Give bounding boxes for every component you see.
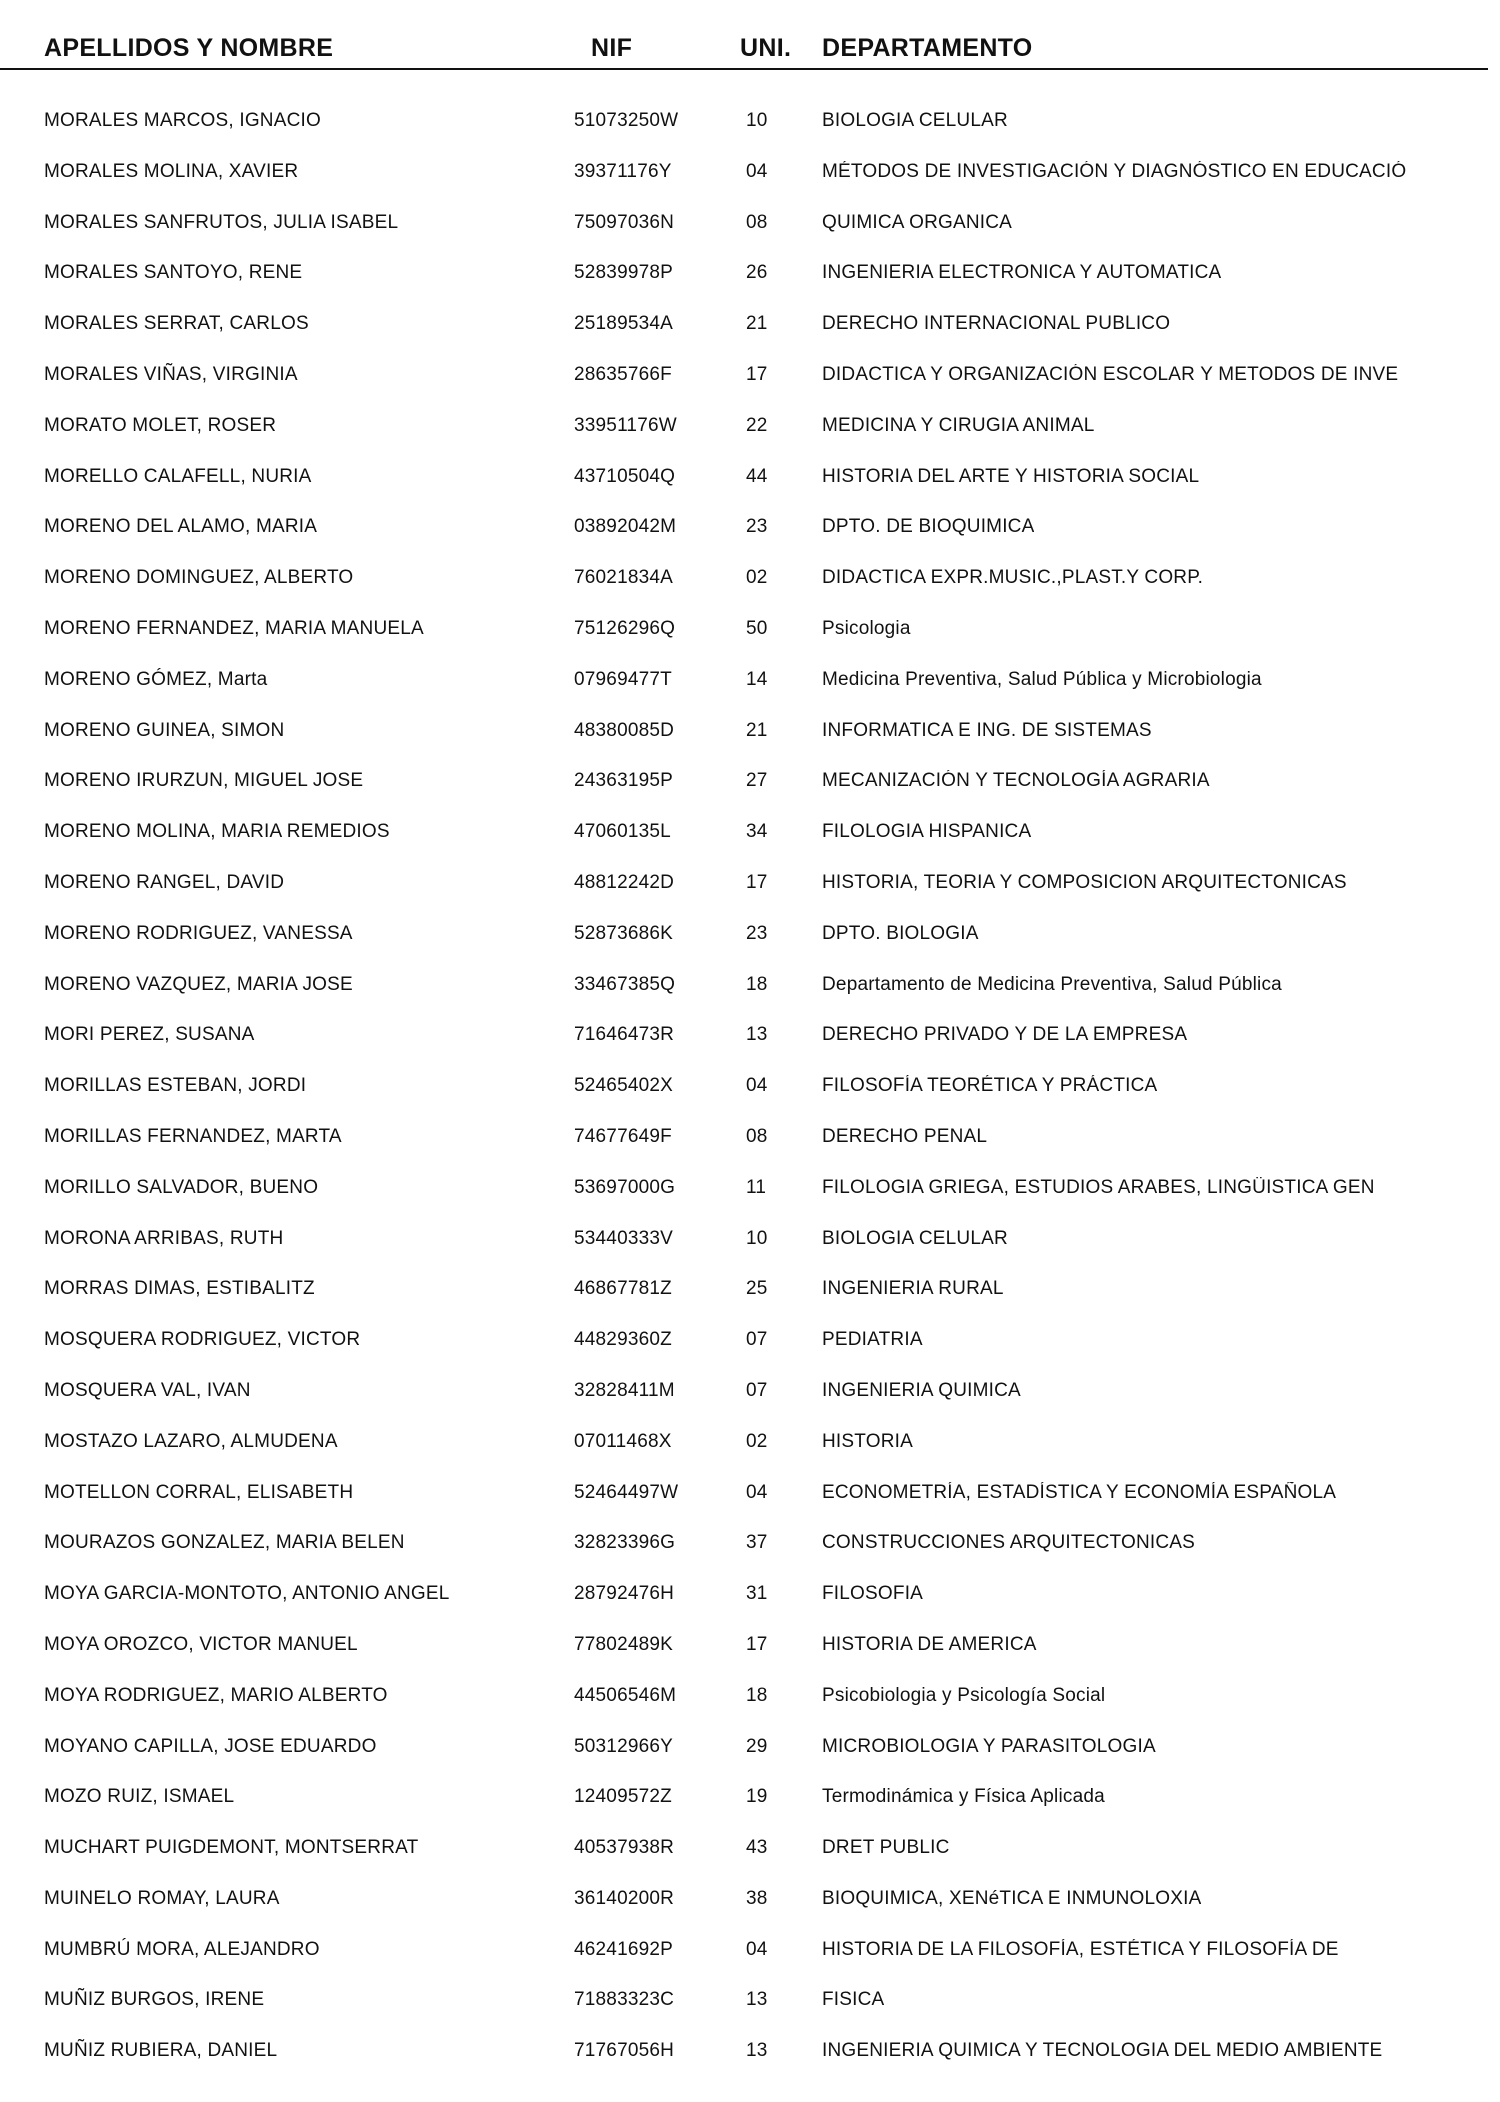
cell-department: FILOSOFÍA TEORÉTICA Y PRÁCTICA [822, 1075, 1158, 1097]
cell-uni: 02 [746, 567, 768, 589]
cell-name: MORRAS DIMAS, ESTIBALITZ [44, 1278, 315, 1300]
cell-nif: 47060135L [574, 821, 671, 843]
cell-name: MOYA RODRIGUEZ, MARIO ALBERTO [44, 1684, 388, 1706]
table-row [0, 1216, 1500, 1267]
cell-nif: 44506546M [574, 1684, 677, 1706]
cell-uni: 17 [746, 1633, 768, 1655]
cell-nif: 77802489K [574, 1633, 674, 1655]
cell-uni: 34 [746, 821, 768, 843]
table-row [0, 1063, 1500, 1114]
table-row [0, 352, 1500, 403]
cell-name: MORENO DOMINGUEZ, ALBERTO [44, 567, 354, 589]
cell-department: CONSTRUCCIONES ARQUITECTONICAS [822, 1532, 1196, 1554]
cell-uni: 17 [746, 871, 768, 893]
cell-nif: 52464497W [574, 1481, 679, 1503]
cell-department: PEDIATRIA [822, 1329, 923, 1351]
cell-nif: 24363195P [574, 770, 674, 792]
cell-name: MOYA OROZCO, VICTOR MANUEL [44, 1633, 358, 1655]
cell-department: Departamento de Medicina Preventiva, Salud Pública [822, 973, 1282, 995]
cell-name: MOURAZOS GONZALEZ, MARIA BELEN [44, 1532, 405, 1554]
cell-nif: 52465402X [574, 1075, 674, 1097]
cell-name: MUÑIZ RUBIERA, DANIEL [44, 2040, 278, 2062]
table-row [0, 758, 1500, 809]
cell-nif: 52873686K [574, 922, 674, 944]
cell-uni: 21 [746, 313, 768, 335]
cell-nif: 07011468X [574, 1430, 672, 1452]
cell-name: MORATO MOLET, ROSER [44, 414, 277, 436]
cell-uni: 13 [746, 1024, 768, 1046]
cell-uni: 22 [746, 414, 768, 436]
cell-name: MORILLAS ESTEBAN, JORDI [44, 1075, 307, 1097]
cell-nif: 50312966Y [574, 1735, 674, 1757]
cell-department: Medicina Preventiva, Salud Pública y Microbiologia [822, 668, 1262, 690]
cell-department: INFORMATICA E ING. DE SISTEMAS [822, 719, 1152, 741]
cell-uni: 07 [746, 1329, 768, 1351]
table-row [0, 454, 1500, 505]
cell-uni: 50 [746, 617, 768, 639]
cell-name: MORALES SERRAT, CARLOS [44, 313, 309, 335]
cell-nif: 32828411M [574, 1379, 675, 1401]
cell-uni: 08 [746, 1125, 768, 1147]
cell-uni: 38 [746, 1887, 768, 1909]
cell-department: INGENIERIA QUIMICA Y TECNOLOGIA DEL MEDIO AMBIENTE [822, 2040, 1383, 2062]
cell-nif: 07969477T [574, 668, 672, 690]
cell-department: MÉTODOS DE INVESTIGACIÓN Y DIAGNÓSTICO EN EDUCACIÓ [822, 160, 1407, 182]
cell-name: MORI PEREZ, SUSANA [44, 1024, 255, 1046]
cell-nif: 71883323C [574, 1989, 675, 2011]
cell-department: MEDICINA Y CIRUGIA ANIMAL [822, 414, 1095, 436]
cell-name: MORILLO SALVADOR, BUENO [44, 1176, 319, 1198]
cell-nif: 40537938R [574, 1837, 675, 1859]
cell-nif: 28635766F [574, 363, 672, 385]
cell-department: HISTORIA DE LA FILOSOFÍA, ESTÉTICA Y FILOSOFÍA DE [822, 1938, 1339, 1960]
cell-name: MORALES MARCOS, IGNACIO [44, 110, 321, 131]
table-row [0, 860, 1500, 911]
table-row [0, 301, 1500, 352]
cell-name: MORALES VIÑAS, VIRGINIA [44, 363, 298, 385]
cell-department: FISICA [822, 1989, 885, 2011]
cell-name: MOYA GARCIA-MONTOTO, ANTONIO ANGEL [44, 1583, 450, 1605]
cell-uni: 18 [746, 1684, 768, 1706]
cell-uni: 14 [746, 668, 768, 690]
cell-nif: 39371176Y [574, 160, 672, 182]
cell-department: HISTORIA DE AMERICA [822, 1633, 1037, 1655]
table-row [0, 1774, 1500, 1825]
cell-nif: 46867781Z [574, 1278, 672, 1300]
cell-department: FILOLOGIA GRIEGA, ESTUDIOS ARABES, LINGÜISTICA GEN [822, 1176, 1375, 1198]
header-department: DEPARTAMENTO [822, 34, 1033, 62]
cell-nif: 46241692P [574, 1938, 674, 1960]
cell-nif: 32823396G [574, 1532, 676, 1554]
header-uni: UNI. [740, 34, 792, 62]
cell-nif: 71646473R [574, 1024, 675, 1046]
table-row [0, 1165, 1500, 1216]
cell-uni: 04 [746, 1075, 768, 1097]
cell-nif: 75097036N [574, 211, 675, 233]
table-row [0, 403, 1500, 454]
cell-name: MORALES MOLINA, XAVIER [44, 160, 299, 182]
cell-nif: 53697000G [574, 1176, 676, 1198]
table-row [0, 1927, 1500, 1978]
cell-department: MECANIZACIÓN Y TECNOLOGÍA AGRARIA [822, 770, 1210, 792]
cell-nif: 48380085D [574, 719, 675, 741]
table-body [0, 98, 1500, 2079]
cell-name: MOTELLON CORRAL, ELISABETH [44, 1481, 354, 1503]
table-row [0, 1012, 1500, 1063]
cell-uni: 37 [746, 1532, 768, 1554]
cell-department: DPTO. BIOLOGIA [822, 922, 979, 944]
cell-uni: 17 [746, 363, 768, 385]
cell-nif: 03892042M [574, 516, 677, 538]
table-row [0, 1977, 1500, 2028]
cell-department: BIOLOGIA CELULAR [822, 110, 1008, 131]
cell-uni: 25 [746, 1278, 768, 1300]
cell-department: DIDACTICA Y ORGANIZACIÓN ESCOLAR Y METODOS DE INVE [822, 363, 1399, 385]
table-row [0, 1876, 1500, 1927]
cell-uni: 19 [746, 1786, 768, 1808]
table-row [0, 657, 1500, 708]
table-row [0, 2028, 1500, 2079]
header-name: APELLIDOS Y NOMBRE [44, 34, 334, 62]
cell-name: MORENO MOLINA, MARIA REMEDIOS [44, 821, 390, 843]
cell-department: DPTO. DE BIOQUIMICA [822, 516, 1035, 538]
cell-name: MORENO RANGEL, DAVID [44, 871, 285, 893]
table-row [0, 606, 1500, 657]
cell-name: MOSQUERA RODRIGUEZ, VICTOR [44, 1329, 361, 1351]
cell-uni: 13 [746, 2040, 768, 2062]
cell-department: HISTORIA, TEORIA Y COMPOSICION ARQUITECTONICAS [822, 871, 1347, 893]
header-nif: NIF [591, 34, 633, 62]
cell-nif: 43710504Q [574, 465, 676, 487]
cell-nif: 12409572Z [574, 1786, 672, 1808]
cell-department: DIDACTICA EXPR.MUSIC.,PLAST.Y CORP. [822, 567, 1204, 589]
cell-name: MORENO GUINEA, SIMON [44, 719, 285, 741]
cell-nif: 44829360Z [574, 1329, 672, 1351]
table-row [0, 1317, 1500, 1368]
cell-name: MORENO VAZQUEZ, MARIA JOSE [44, 973, 353, 995]
cell-name: MORENO FERNANDEZ, MARIA MANUELA [44, 617, 424, 639]
cell-nif: 53440333V [574, 1227, 674, 1249]
cell-name: MUCHART PUIGDEMONT, MONTSERRAT [44, 1837, 419, 1859]
table-row [0, 149, 1500, 200]
cell-department: MICROBIOLOGIA Y PARASITOLOGIA [822, 1735, 1156, 1757]
cell-name: MOSTAZO LAZARO, ALMUDENA [44, 1430, 338, 1452]
table-row [0, 962, 1500, 1013]
table-row [0, 1114, 1500, 1165]
cell-name: MORALES SANFRUTOS, JULIA ISABEL [44, 211, 399, 233]
cell-department: Psicologia [822, 617, 911, 639]
cell-name: MUMBRÚ MORA, ALEJANDRO [44, 1938, 320, 1960]
cell-nif: 76021834A [574, 567, 674, 589]
cell-department: INGENIERIA ELECTRONICA Y AUTOMATICA [822, 262, 1222, 284]
cell-uni: 23 [746, 922, 768, 944]
cell-name: MORILLAS FERNANDEZ, MARTA [44, 1125, 342, 1147]
table-row [0, 1724, 1500, 1775]
cell-nif: 74677649F [574, 1125, 672, 1147]
cell-name: MORONA ARRIBAS, RUTH [44, 1227, 284, 1249]
cell-nif: 25189534A [574, 313, 674, 335]
cell-name: MORALES SANTOYO, RENE [44, 262, 303, 284]
cell-uni: 02 [746, 1430, 768, 1452]
cell-uni: 10 [746, 110, 768, 131]
cell-nif: 36140200R [574, 1887, 675, 1909]
cell-uni: 07 [746, 1379, 768, 1401]
cell-nif: 52839978P [574, 262, 674, 284]
cell-nif: 33951176W [574, 414, 677, 436]
table-row [0, 1825, 1500, 1876]
table-row [0, 504, 1500, 555]
cell-nif: 33467385Q [574, 973, 676, 995]
cell-name: MORENO GÓMEZ, Marta [44, 668, 268, 690]
cell-department: DERECHO PENAL [822, 1125, 988, 1147]
cell-uni: 26 [746, 262, 768, 284]
cell-uni: 08 [746, 211, 768, 233]
table-row [0, 809, 1500, 860]
table-row [0, 1571, 1500, 1622]
table-row [0, 1520, 1500, 1571]
cell-department: HISTORIA DEL ARTE Y HISTORIA SOCIAL [822, 465, 1200, 487]
cell-department: DRET PUBLIC [822, 1837, 950, 1859]
cell-name: MORENO IRURZUN, MIGUEL JOSE [44, 770, 364, 792]
cell-nif: 71767056H [574, 2040, 675, 2062]
cell-uni: 10 [746, 1227, 768, 1249]
cell-department: DERECHO INTERNACIONAL PUBLICO [822, 313, 1171, 335]
cell-department: Psicobiologia y Psicología Social [822, 1684, 1106, 1706]
cell-department: Termodinámica y Física Aplicada [822, 1786, 1105, 1808]
cell-department: BIOQUIMICA, XENéTICA E INMUNOLOXIA [822, 1887, 1202, 1909]
table-row [0, 708, 1500, 759]
table-row [0, 1673, 1500, 1724]
cell-name: MUINELO ROMAY, LAURA [44, 1887, 280, 1909]
table-row [0, 911, 1500, 962]
header-rule [0, 68, 1488, 70]
cell-nif: 75126296Q [574, 617, 676, 639]
table-row [0, 250, 1500, 301]
cell-name: MOZO RUIZ, ISMAEL [44, 1786, 235, 1808]
table-row [0, 1368, 1500, 1419]
cell-department: HISTORIA [822, 1430, 913, 1452]
cell-department: FILOSOFIA [822, 1583, 924, 1605]
cell-uni: 04 [746, 160, 768, 182]
cell-department: BIOLOGIA CELULAR [822, 1227, 1008, 1249]
cell-name: MORELLO CALAFELL, NURIA [44, 465, 312, 487]
cell-department: INGENIERIA QUIMICA [822, 1379, 1021, 1401]
cell-uni: 43 [746, 1837, 768, 1859]
cell-department: DERECHO PRIVADO Y DE LA EMPRESA [822, 1024, 1188, 1046]
table-header [0, 30, 1500, 70]
cell-uni: 31 [746, 1583, 768, 1605]
cell-uni: 04 [746, 1938, 768, 1960]
cell-name: MOSQUERA VAL, IVAN [44, 1379, 251, 1401]
cell-uni: 04 [746, 1481, 768, 1503]
cell-department: FILOLOGIA HISPANICA [822, 821, 1032, 843]
cell-department: INGENIERIA RURAL [822, 1278, 1004, 1300]
cell-department: ECONOMETRÍA, ESTADÍSTICA Y ECONOMÍA ESPAÑOLA [822, 1481, 1337, 1503]
cell-uni: 27 [746, 770, 768, 792]
cell-nif: 48812242D [574, 871, 675, 893]
cell-name: MORENO DEL ALAMO, MARIA [44, 516, 318, 538]
cell-nif: 51073250W [574, 110, 679, 131]
table-row [0, 1419, 1500, 1470]
table-row [0, 98, 1500, 149]
cell-name: MUÑIZ BURGOS, IRENE [44, 1989, 265, 2011]
cell-name: MORENO RODRIGUEZ, VANESSA [44, 922, 353, 944]
cell-uni: 18 [746, 973, 768, 995]
table-row [0, 1622, 1500, 1673]
table-row [0, 1266, 1500, 1317]
cell-uni: 44 [746, 465, 768, 487]
cell-uni: 29 [746, 1735, 768, 1757]
table-row [0, 555, 1500, 606]
cell-department: QUIMICA ORGANICA [822, 211, 1013, 233]
cell-nif: 28792476H [574, 1583, 675, 1605]
cell-uni: 23 [746, 516, 768, 538]
cell-uni: 11 [746, 1176, 767, 1198]
cell-uni: 13 [746, 1989, 768, 2011]
table-row [0, 1470, 1500, 1521]
cell-name: MOYANO CAPILLA, JOSE EDUARDO [44, 1735, 377, 1757]
table-row [0, 200, 1500, 251]
cell-uni: 21 [746, 719, 768, 741]
